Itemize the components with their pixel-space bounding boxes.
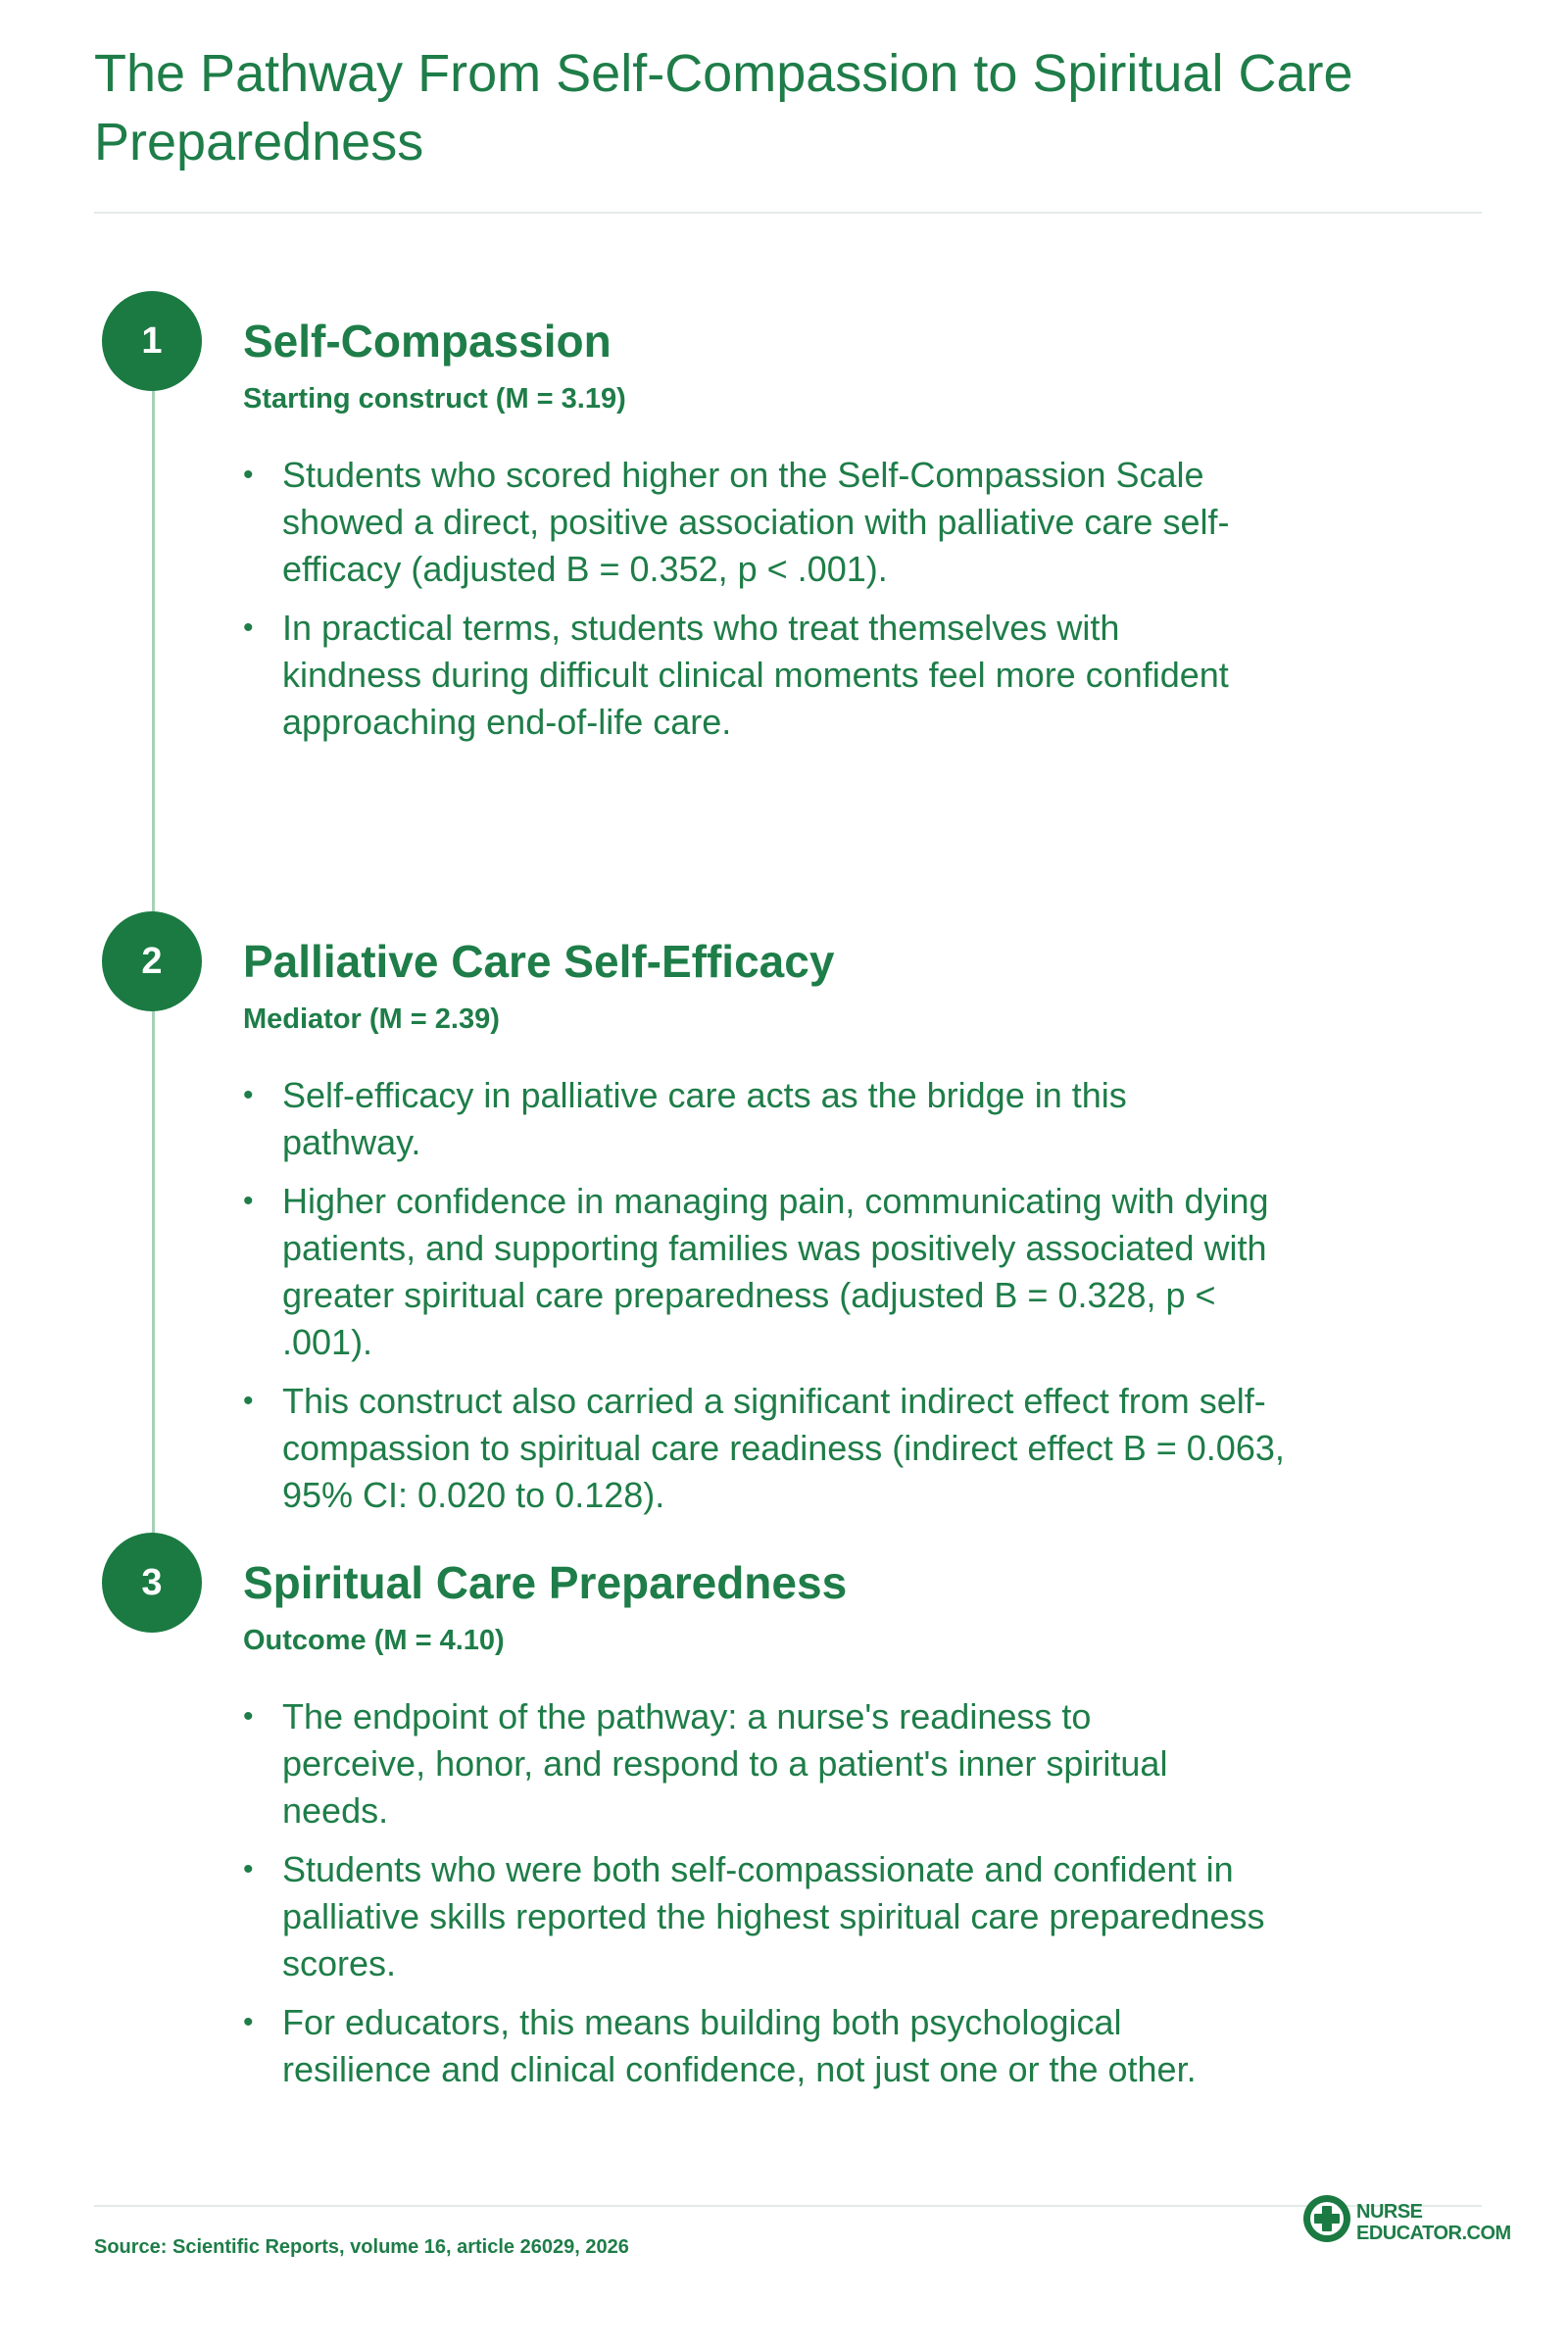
plus-cross-icon: [1301, 2193, 1352, 2244]
step-subtitle: Starting construct (M = 3.19): [243, 383, 626, 415]
bullet-item: • In practical terms, students who treat themselves with kindness during difficult clinical moments feel more confident approaching end-of-life care.: [243, 605, 1262, 746]
step-heading: Self-Compassion: [243, 316, 612, 367]
step-heading: Palliative Care Self-Efficacy: [243, 936, 835, 987]
logo-wordmark: [1356, 2201, 1511, 2244]
page-title: The Pathway From Self-Compassion to Spiritual Care Preparedness: [94, 44, 1353, 171]
step-subtitle: Outcome (M = 4.10): [243, 1625, 505, 1656]
nurse-educator-logo: [1301, 2193, 1511, 2252]
step-number-badge: 3: [102, 1533, 202, 1633]
step-bullets: [243, 1693, 1321, 2093]
bullet-item: • Students who were both self-compassionate and confident in palliative skills reported the highest spiritual care preparedness scores.: [243, 1846, 1301, 1987]
bullet-item: • The endpoint of the pathway: a nurse's readiness to perceive, honor, and respond to a patient's inner spiritual needs.: [243, 1693, 1223, 1834]
bullet-item: • This construct also carried a significant indirect effect from self-compassion to spiritual care readiness (indirect effect B = 0.063, 95% CI: 0.020 to 0.128).: [243, 1378, 1301, 1519]
step-bullets: [243, 452, 1321, 746]
source-citation: Source: Scientific Reports, volume 16, article 26029, 2026: [94, 2236, 629, 2258]
step-number-badge: 1: [102, 291, 202, 391]
step-subtitle: Mediator (M = 2.39): [243, 1003, 500, 1035]
bottom-divider: [94, 2205, 1482, 2207]
step-bullets: [243, 1072, 1321, 1519]
step-heading: Spiritual Care Preparedness: [243, 1557, 848, 1608]
bullet-item: • Self-efficacy in palliative care acts as the bridge in this pathway.: [243, 1072, 1174, 1166]
bullet-item: • Higher confidence in managing pain, communicating with dying patients, and supporting families was positively associated with greater spiritual care preparedness (adjusted B = 0.328, p < .001).: [243, 1178, 1282, 1366]
step-number-badge: 2: [102, 911, 202, 1011]
bullet-item: • For educators, this means building both psychological resilience and clinical confidence, not just one or the other.: [243, 1999, 1262, 2093]
logo-line-1: NURSE: [1356, 2201, 1423, 2223]
bullet-item: • Students who scored higher on the Self-Compassion Scale showed a direct, positive association with palliative care self-efficacy (adjusted B = 0.352, p < .001).: [243, 452, 1301, 593]
top-divider: [94, 212, 1482, 214]
logo-line-2: EDUCATOR.COM: [1356, 2223, 1511, 2244]
